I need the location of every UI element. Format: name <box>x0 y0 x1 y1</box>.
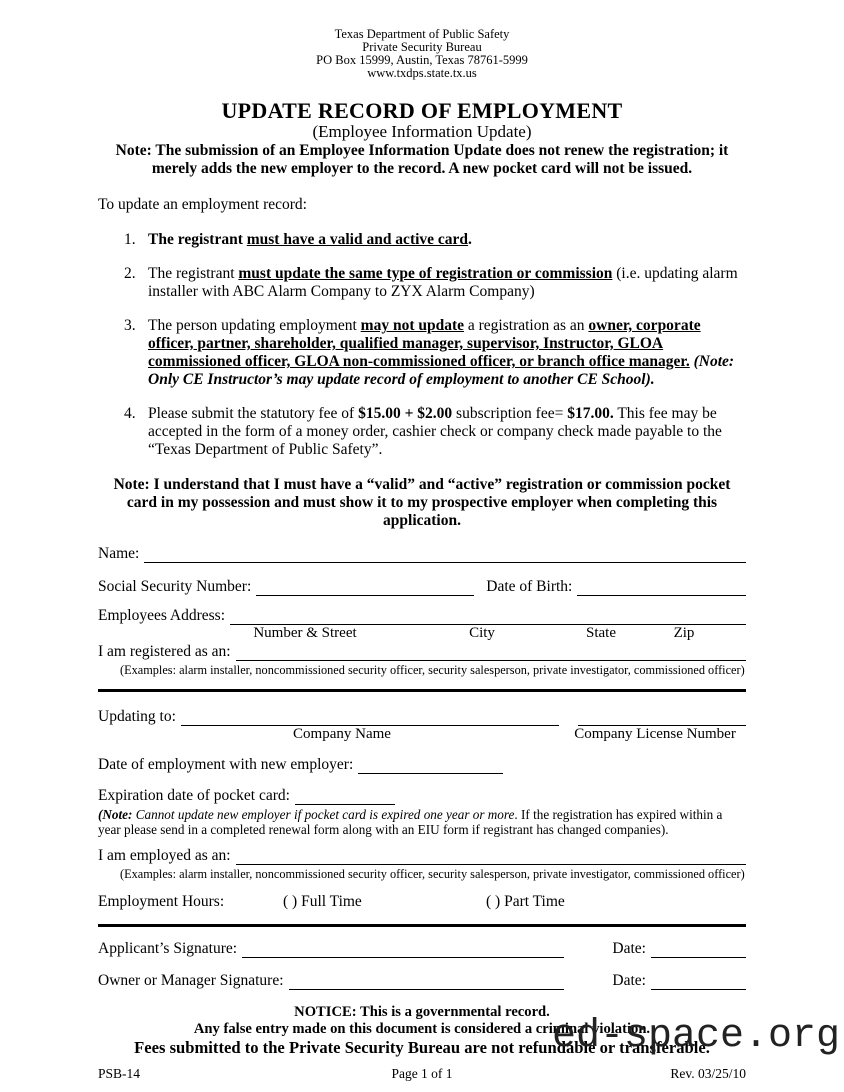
employed-examples: (Examples: alarm installer, noncommissioned security officer, security salesperson, private investigator, commissioned officer) <box>120 867 745 881</box>
item-text: The registrant must update the same type of registration or commission (i.e. updating alarm installer with ABC Alarm Company to ZYX Alarm Company) <box>148 265 738 300</box>
employed-as-label: I am employed as an: <box>98 847 231 864</box>
form-title: UPDATE RECORD OF EMPLOYMENT <box>221 98 623 123</box>
employed-as-input-line[interactable] <box>236 862 746 865</box>
expiration-row <box>98 786 746 805</box>
expiration-note: (Note: Cannot update new employer if pocket card is expired one year or more. If the registration has expired within a year please send in a completed renewal form along with an EIU form if registrant has changed companies). <box>98 807 723 837</box>
form-number: PSB-14 <box>98 1066 141 1081</box>
section-divider <box>98 689 746 692</box>
caption-zip: Zip <box>673 625 695 641</box>
registered-as-row <box>98 642 746 661</box>
agency-name: Texas Department of Public Safety <box>334 27 510 41</box>
address-captions <box>98 625 746 642</box>
updating-to-label: Updating to: <box>98 708 176 725</box>
name-row <box>98 544 746 563</box>
employment-date-label: Date of employment with new employer: <box>98 756 354 773</box>
name-label: Name: <box>98 545 140 562</box>
notice-governmental-record: NOTICE: This is a governmental record. <box>294 1004 550 1020</box>
item-number: 3. <box>124 317 136 334</box>
form-subtitle: (Employee Information Update) <box>312 122 532 141</box>
instruction-item-3 <box>98 317 746 389</box>
employment-date-input-line[interactable] <box>358 771 503 774</box>
section-divider <box>98 924 746 927</box>
updating-to-row <box>98 707 746 726</box>
notice-fees: Fees submitted to the Private Security Bureau are not refundable or transferable. <box>134 1038 710 1057</box>
intro-text: To update an employment record: <box>98 196 307 213</box>
item-text: Please submit the statutory fee of $15.00 + $2.00 subscription fee= $17.00. This fee may be accepted in the form of a money order, cashier check or company check made payable to the “Texas Department of Public Safety”. <box>148 405 722 458</box>
caption-company-license: Company License Number <box>574 726 736 742</box>
agency-bureau: Private Security Bureau <box>362 40 482 54</box>
top-note: Note: The submission of an Employee Information Update does not renew the registration; it merely adds the new employer to the record. A new pocket card will not be issued. <box>115 142 729 177</box>
dob-label: Date of Birth: <box>486 578 573 595</box>
document-page <box>98 28 746 1082</box>
ed-space-watermark: ed-space.org <box>552 1014 841 1059</box>
revision-date: Rev. 03/25/10 <box>670 1066 746 1081</box>
owner-signature-label: Owner or Manager Signature: <box>98 972 284 989</box>
ssn-dob-row <box>98 577 746 596</box>
caption-number-street: Number & Street <box>253 625 357 641</box>
applicant-signature-line[interactable] <box>242 955 564 958</box>
agency-header <box>98 28 746 80</box>
employment-hours-row <box>98 893 746 911</box>
full-time-option[interactable]: ( ) Full Time <box>283 893 362 910</box>
date-label: Date: <box>612 972 646 989</box>
registered-as-label: I am registered as an: <box>98 643 231 660</box>
expiration-input-line[interactable] <box>295 802 395 805</box>
name-input-line[interactable] <box>144 560 746 563</box>
employment-date-row <box>98 755 746 774</box>
owner-signature-line[interactable] <box>289 987 565 990</box>
employed-as-row <box>98 846 746 865</box>
caption-city: City <box>469 625 495 641</box>
instruction-item-1 <box>98 231 746 249</box>
part-time-option[interactable]: ( ) Part Time <box>486 893 565 910</box>
caption-state: State <box>586 625 616 641</box>
address-row <box>98 606 746 625</box>
pocket-card-note: Note: I understand that I must have a “valid” and “active” registration or commission pocket card in my possession and must show it to my prospective employer when completing this application. <box>113 476 731 529</box>
page-number: Page 1 of 1 <box>391 1066 453 1081</box>
owner-signature-row <box>98 971 746 990</box>
applicant-date-line[interactable] <box>651 955 746 958</box>
ssn-input-line[interactable] <box>256 593 474 596</box>
item-number: 1. <box>124 231 136 248</box>
address-label: Employees Address: <box>98 607 225 624</box>
agency-address: PO Box 15999, Austin, Texas 78761-5999 <box>316 53 528 67</box>
instruction-item-4 <box>98 405 746 459</box>
caption-company-name: Company Name <box>293 726 391 742</box>
instruction-item-2 <box>98 265 746 301</box>
page-footer <box>98 1066 746 1082</box>
expiration-label: Expiration date of pocket card: <box>98 787 290 804</box>
registered-examples: (Examples: alarm installer, noncommissioned security officer, security salesperson, private investigator, commissioned officer) <box>120 663 745 677</box>
agency-website: www.txdps.state.tx.us <box>367 66 477 80</box>
applicant-signature-label: Applicant’s Signature: <box>98 940 238 957</box>
employment-hours-label: Employment Hours: <box>98 893 225 910</box>
registered-as-input-line[interactable] <box>236 658 746 661</box>
dob-input-line[interactable] <box>577 593 746 596</box>
owner-date-line[interactable] <box>651 987 746 990</box>
date-label: Date: <box>612 940 646 957</box>
company-captions <box>98 726 746 743</box>
item-text: The registrant must have a valid and active card. <box>148 231 472 248</box>
applicant-signature-row <box>98 939 746 958</box>
notice-false-entry: Any false entry made on this document is considered a criminal violation. <box>193 1021 651 1037</box>
ssn-label: Social Security Number: <box>98 578 252 595</box>
item-number: 2. <box>124 265 136 282</box>
item-number: 4. <box>124 405 136 422</box>
item-text: The person updating employment may not update a registration as an owner, corporate officer, partner, shareholder, qualified manager, supervisor, Instructor, GLOA commissioned officer, GLOA non-commissioned officer, or branch office manager. (Note: Only CE Instructor’s may update record of employment to another CE School). <box>148 317 735 388</box>
